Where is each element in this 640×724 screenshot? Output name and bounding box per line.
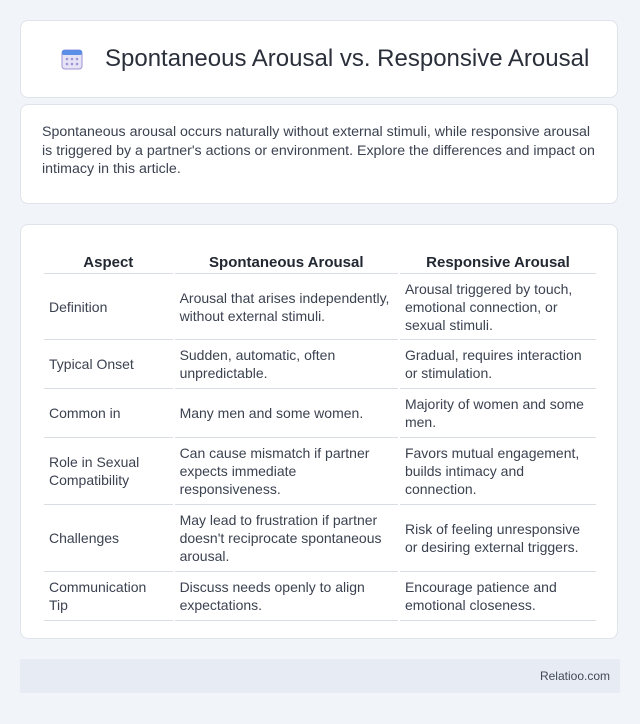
cell-aspect: Communication Tip <box>44 572 173 621</box>
cell-aspect: Definition <box>44 274 173 340</box>
header-aspect: Aspect <box>44 245 173 274</box>
cell-responsive: Majority of women and some men. <box>400 389 596 438</box>
cell-spontaneous: Discuss needs openly to align expectations. <box>175 572 398 621</box>
table-row <box>44 274 596 340</box>
cell-spontaneous: Many men and some women. <box>175 389 398 438</box>
header-responsive: Responsive Arousal <box>400 245 596 274</box>
calendar-icon <box>61 48 83 70</box>
footer-brand[interactable]: Relatioo.com <box>539 669 610 683</box>
cell-responsive: Gradual, requires interaction or stimulation. <box>400 340 596 389</box>
intro-text: Spontaneous arousal occurs naturally without external stimuli, while responsive arousal is triggered by a partner's actions or environment. Explore the differences and impact on intimacy in this article. <box>42 124 595 177</box>
cell-spontaneous: Can cause mismatch if partner expects immediate responsiveness. <box>175 438 398 505</box>
page-title: Spontaneous Arousal vs. Responsive Arousal <box>105 45 590 72</box>
cell-spontaneous: Arousal that arises independently, without external stimuli. <box>175 274 398 340</box>
cell-spontaneous: Sudden, automatic, often unpredictable. <box>175 340 398 389</box>
header-spontaneous: Spontaneous Arousal <box>175 245 398 274</box>
cell-aspect: Challenges <box>44 505 173 572</box>
table-row <box>44 505 596 572</box>
table-row <box>44 572 596 621</box>
comparison-card <box>20 224 618 639</box>
table-row <box>44 340 596 389</box>
intro-card <box>20 104 618 204</box>
comparison-table <box>42 245 598 621</box>
cell-responsive: Risk of feeling unresponsive or desiring external triggers. <box>400 505 596 572</box>
table-header-row <box>44 245 596 274</box>
cell-responsive: Encourage patience and emotional closeness. <box>400 572 596 621</box>
cell-responsive: Favors mutual engagement, builds intimacy and connection. <box>400 438 596 505</box>
footer <box>20 659 620 693</box>
cell-responsive: Arousal triggered by touch, emotional connection, or sexual stimuli. <box>400 274 596 340</box>
table-row <box>44 438 596 505</box>
cell-aspect: Role in Sexual Compatibility <box>44 438 173 505</box>
cell-aspect: Typical Onset <box>44 340 173 389</box>
cell-aspect: Common in <box>44 389 173 438</box>
title-card <box>20 20 618 98</box>
table-row <box>44 389 596 438</box>
cell-spontaneous: May lead to frustration if partner doesn't reciprocate spontaneous arousal. <box>175 505 398 572</box>
